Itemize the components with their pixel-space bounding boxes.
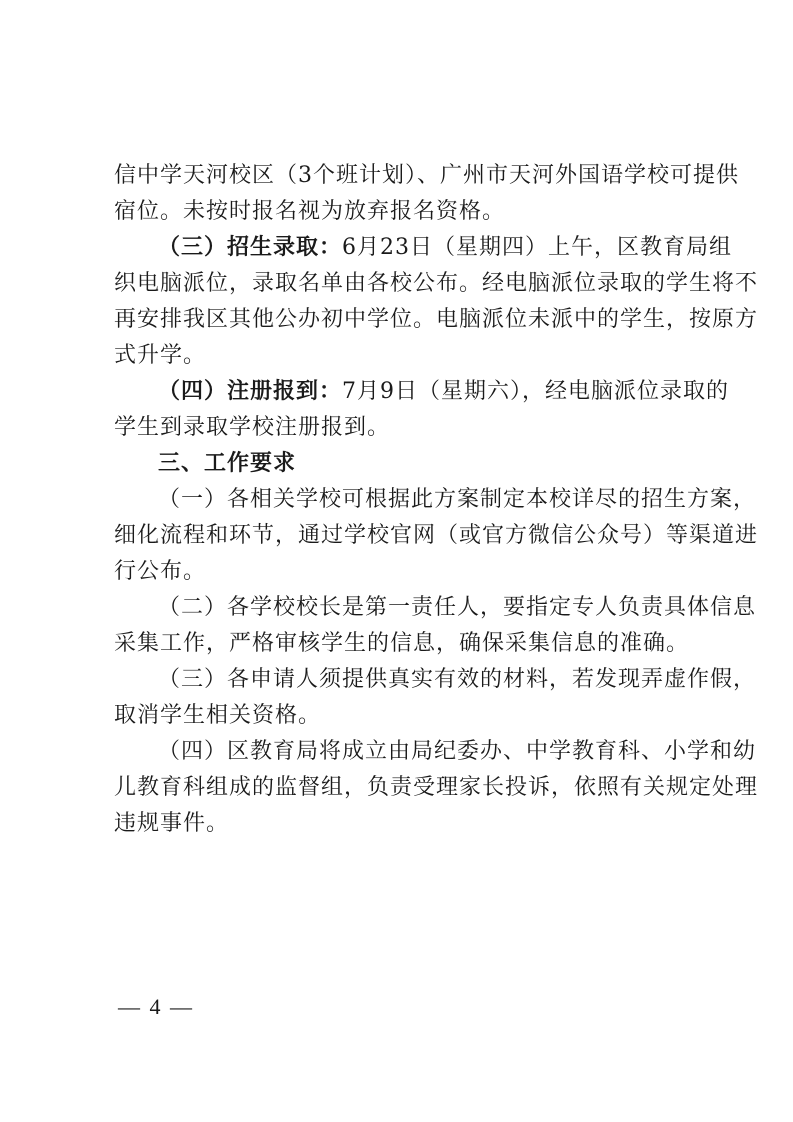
paragraph-line: （四）区教育局将成立由局纪委办、中学教育科、小学和幼 <box>158 739 757 764</box>
paragraph-line: 再安排我区其他公办初中学位。电脑派位未派中的学生，按原方 <box>114 307 759 332</box>
paragraph-label: （四）注册报到： <box>158 379 343 404</box>
paragraph-line: 宿位。未按时报名视为放弃报名资格。 <box>114 199 506 224</box>
paragraph-line: （一）各相关学校可根据此方案制定本校详尽的招生方案， <box>158 487 757 512</box>
paragraph-text: 6月23日（星期四）上午，区教育局组 <box>342 235 733 260</box>
paragraph-line: 细化流程和环节，通过学校官网（或官方微信公众号）等渠道进 <box>114 523 759 548</box>
paragraph-line: 儿教育科组成的监督组，负责受理家长投诉，依照有关规定处理 <box>114 775 759 800</box>
paragraph-line: （二）各学校校长是第一责任人，要指定专人负责具体信息 <box>158 595 757 620</box>
paragraph-label: （三）招生录取： <box>158 235 343 260</box>
paragraph-line: 取消学生相关资格。 <box>114 703 322 728</box>
paragraph-line: 违规事件。 <box>114 811 230 836</box>
paragraph-line: 信中学天河校区（3个班计划）、广州市天河外国语学校可提供 <box>114 163 739 188</box>
page-number: — 4 — <box>118 994 194 1019</box>
paragraph-line: （三）各申请人须提供真实有效的材料，若发现弄虚作假， <box>158 667 757 692</box>
paragraph-text: 7月9日（星期六），经电脑派位录取的 <box>342 379 730 404</box>
paragraph-line: 织电脑派位，录取名单由各校公布。经电脑派位录取的学生将不 <box>114 271 759 296</box>
paragraph-line <box>158 230 733 266</box>
paragraph-line: 行公布。 <box>114 559 207 584</box>
paragraph-line: 式升学。 <box>114 343 207 368</box>
paragraph-line: 学生到录取学校注册报到。 <box>114 415 391 440</box>
section-heading: 三、工作要求 <box>158 451 297 476</box>
paragraph-line: 采集工作，严格审核学生的信息，确保采集信息的准确。 <box>114 631 690 656</box>
paragraph-line <box>158 374 730 410</box>
